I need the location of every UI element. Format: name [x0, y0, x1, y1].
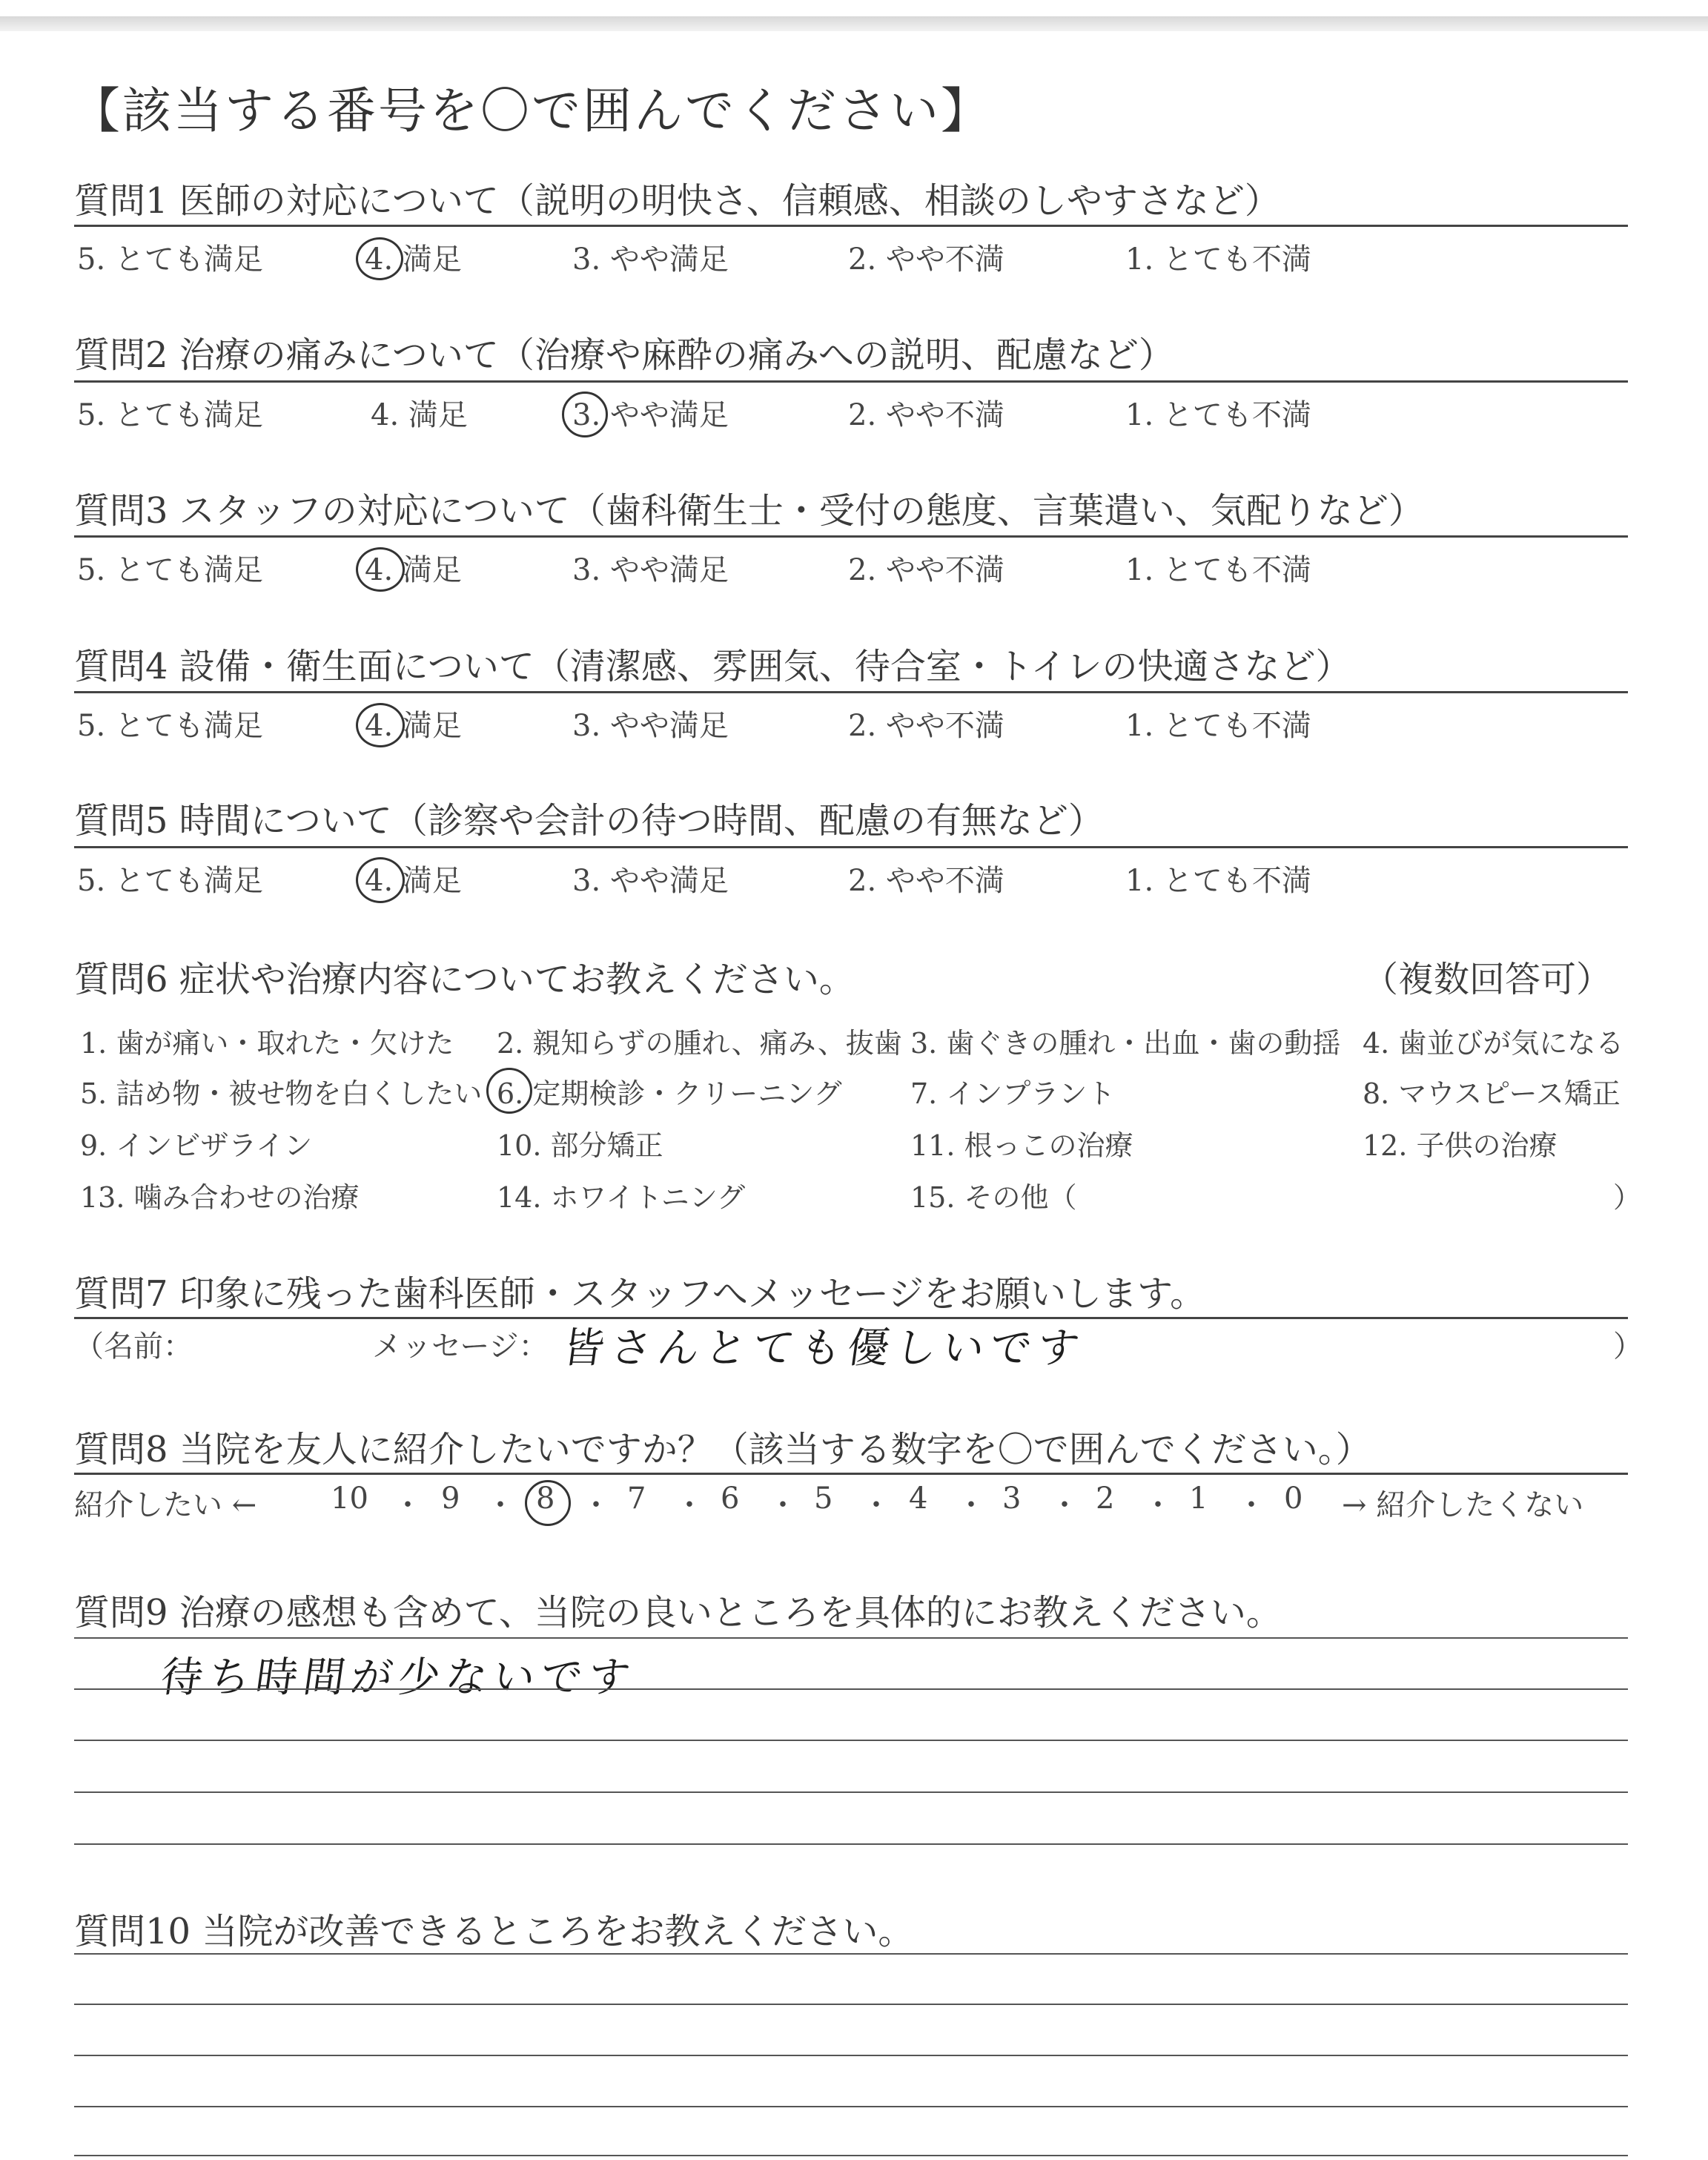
q7-close-paren: ）	[1613, 1330, 1643, 1364]
q9-handwritten-answer[interactable]: 待ち時間が少ないです	[157, 1654, 639, 1702]
q3-option-3[interactable]: 3. やや満足	[572, 553, 729, 587]
q8-dot: ・	[861, 1488, 891, 1522]
q6-item-12[interactable]: 12. 子供の治療	[1363, 1129, 1558, 1162]
q8-dot: ・	[581, 1488, 611, 1522]
q1-heading: 質問1 医師の対応について（説明の明快さ、信頼感、相談のしやすさなど）	[74, 180, 1280, 222]
q6-other-close: ）	[1613, 1181, 1642, 1214]
q2-option-1[interactable]: 1. とても不満	[1125, 398, 1311, 432]
q4-option-3[interactable]: 3. やや満足	[572, 709, 729, 743]
q1-option-1[interactable]: 1. とても不満	[1125, 242, 1311, 277]
q6-item-11[interactable]: 11. 根っこの治療	[910, 1129, 1133, 1162]
q9-line	[74, 1843, 1628, 1845]
q5-option-3[interactable]: 3. やや満足	[572, 864, 729, 898]
q8-rule	[74, 1473, 1628, 1475]
q7-name-label: （名前：	[74, 1330, 193, 1364]
q2-rule	[74, 380, 1628, 383]
q9-line	[74, 1791, 1628, 1793]
q9-line	[74, 1740, 1628, 1741]
q2-option-2[interactable]: 2. やや不満	[848, 398, 1004, 432]
q4-selected-circle	[356, 703, 405, 747]
q6-item-4[interactable]: 4. 歯並びが気になる	[1363, 1027, 1624, 1060]
q5-selected-circle	[356, 857, 405, 903]
q3-option-2[interactable]: 2. やや不満	[848, 553, 1004, 587]
q2-option-3[interactable]: 3. やや満足	[572, 398, 729, 432]
q3-heading: 質問3 スタッフの対応について（歯科衛生士・受付の態度、言葉遣い、気配りなど）	[74, 490, 1424, 532]
q8-heading: 質問8 当院を友人に紹介したいですか？（該当する数字を〇で囲んでください。）	[74, 1429, 1371, 1470]
q1-option-2[interactable]: 2. やや不満	[848, 242, 1004, 277]
q6-item-2[interactable]: 2. 親知らずの腫れ、痛み、抜歯	[497, 1027, 902, 1060]
q4-option-1[interactable]: 1. とても不満	[1125, 709, 1311, 743]
q6-selected-circle	[486, 1068, 532, 1114]
q10-line	[74, 2106, 1628, 2107]
q8-dot: ・	[486, 1488, 515, 1522]
q9-heading: 質問9 治療の感想も含めて、当院の良いところを具体的にお教えください。	[74, 1592, 1282, 1634]
q5-option-2[interactable]: 2. やや不満	[848, 864, 1004, 898]
q8-right-label: → 紹介したくない	[1342, 1488, 1584, 1522]
q8-dot: ・	[768, 1488, 798, 1522]
q6-heading: 質問6 症状や治療内容についてお教えください。	[74, 959, 855, 1000]
q5-option-4[interactable]: 4. 満足	[365, 864, 462, 898]
q6-item-14[interactable]: 14. ホワイトニング	[497, 1181, 746, 1214]
q9-line	[74, 1688, 1628, 1690]
q8-dot: ・	[956, 1488, 986, 1522]
q2-option-5[interactable]: 5. とても満足	[77, 398, 263, 432]
q6-multiple-note: （複数回答可）	[1363, 959, 1612, 1000]
q6-item-15[interactable]: 15. その他（	[910, 1181, 1077, 1214]
q4-rule	[74, 691, 1628, 693]
q8-dot: ・	[675, 1488, 704, 1522]
scan-top-edge	[0, 16, 1708, 31]
q6-item-5[interactable]: 5. 詰め物・被せ物を白くしたい	[80, 1077, 483, 1110]
q4-option-2[interactable]: 2. やや不満	[848, 709, 1004, 743]
q3-selected-circle	[356, 547, 405, 592]
q8-selected-circle	[525, 1480, 571, 1526]
q6-item-8[interactable]: 8. マウスピース矯正	[1363, 1077, 1621, 1110]
q7-message-label: メッセージ：	[372, 1330, 549, 1364]
q1-selected-circle	[356, 237, 403, 280]
q3-option-5[interactable]: 5. とても満足	[77, 553, 263, 587]
q4-heading: 質問4 設備・衛生面について（清潔感、雰囲気、待合室・トイレの快適さなど）	[74, 646, 1351, 687]
q7-handwritten-message[interactable]: 皆さんとても優しいです	[559, 1324, 1088, 1373]
q10-line	[74, 2004, 1628, 2005]
q5-rule	[74, 846, 1628, 848]
q8-dot: ・	[1237, 1488, 1266, 1522]
q6-item-10[interactable]: 10. 部分矯正	[497, 1129, 663, 1162]
q6-item-1[interactable]: 1. 歯が痛い・取れた・欠けた	[80, 1027, 454, 1060]
q2-heading: 質問2 治療の痛みについて（治療や麻酔の痛みへの説明、配慮など）	[74, 334, 1174, 376]
q1-option-3[interactable]: 3. やや満足	[572, 242, 729, 277]
q10-line	[74, 2055, 1628, 2056]
q8-scale-3[interactable]: 3	[1002, 1482, 1022, 1516]
q8-scale-5[interactable]: 5	[814, 1482, 833, 1516]
q8-scale-0[interactable]: 0	[1284, 1482, 1303, 1516]
q2-selected-circle	[562, 392, 608, 437]
q8-scale-9[interactable]: 9	[441, 1482, 460, 1516]
page-title: 【該当する番号を〇で囲んでください】	[71, 82, 992, 139]
q8-left-label: 紹介したい ←	[74, 1488, 257, 1522]
q8-dot: ・	[1143, 1488, 1173, 1522]
q5-heading: 質問5 時間について（診察や会計の待つ時間、配慮の有無など）	[74, 800, 1104, 842]
q6-item-3[interactable]: 3. 歯ぐきの腫れ・出血・歯の動揺	[910, 1027, 1341, 1060]
q4-option-4[interactable]: 4. 満足	[365, 709, 462, 743]
q3-rule	[74, 535, 1628, 538]
q6-item-6[interactable]: 6. 定期検診・クリーニング	[497, 1077, 842, 1110]
q6-item-13[interactable]: 13. 噛み合わせの治療	[80, 1181, 360, 1214]
q7-heading: 質問7 印象に残った歯科医師・スタッフへメッセージをお願いします。	[74, 1273, 1206, 1315]
q8-scale-6[interactable]: 6	[721, 1482, 740, 1516]
q4-option-5[interactable]: 5. とても満足	[77, 709, 263, 743]
q8-scale-10[interactable]: 10	[331, 1482, 368, 1516]
q1-option-4[interactable]: 4. 満足	[365, 242, 462, 277]
q2-option-4[interactable]: 4. 満足	[371, 398, 468, 432]
q8-scale-1[interactable]: 1	[1189, 1482, 1208, 1516]
q8-scale-4[interactable]: 4	[909, 1482, 928, 1516]
q5-option-5[interactable]: 5. とても満足	[77, 864, 263, 898]
q5-option-1[interactable]: 1. とても不満	[1125, 864, 1311, 898]
q8-scale-7[interactable]: 7	[627, 1482, 646, 1516]
q10-line	[74, 1953, 1628, 1955]
q1-option-5[interactable]: 5. とても満足	[77, 242, 263, 277]
q9-line	[74, 1637, 1628, 1639]
q8-dot: ・	[1050, 1488, 1079, 1522]
q6-item-9[interactable]: 9. インビザライン	[80, 1129, 313, 1162]
q8-scale-2[interactable]: 2	[1096, 1482, 1115, 1516]
q10-line	[74, 2155, 1628, 2156]
q8-dot: ・	[393, 1488, 423, 1522]
q8-scale-8[interactable]: 8	[536, 1482, 555, 1516]
q1-rule	[74, 225, 1628, 227]
q10-heading: 質問10 当院が改善できるところをお教えください。	[74, 1911, 914, 1952]
q6-item-7[interactable]: 7. インプラント	[910, 1077, 1116, 1110]
q3-option-1[interactable]: 1. とても不満	[1125, 553, 1311, 587]
q3-option-4[interactable]: 4. 満足	[365, 553, 462, 587]
